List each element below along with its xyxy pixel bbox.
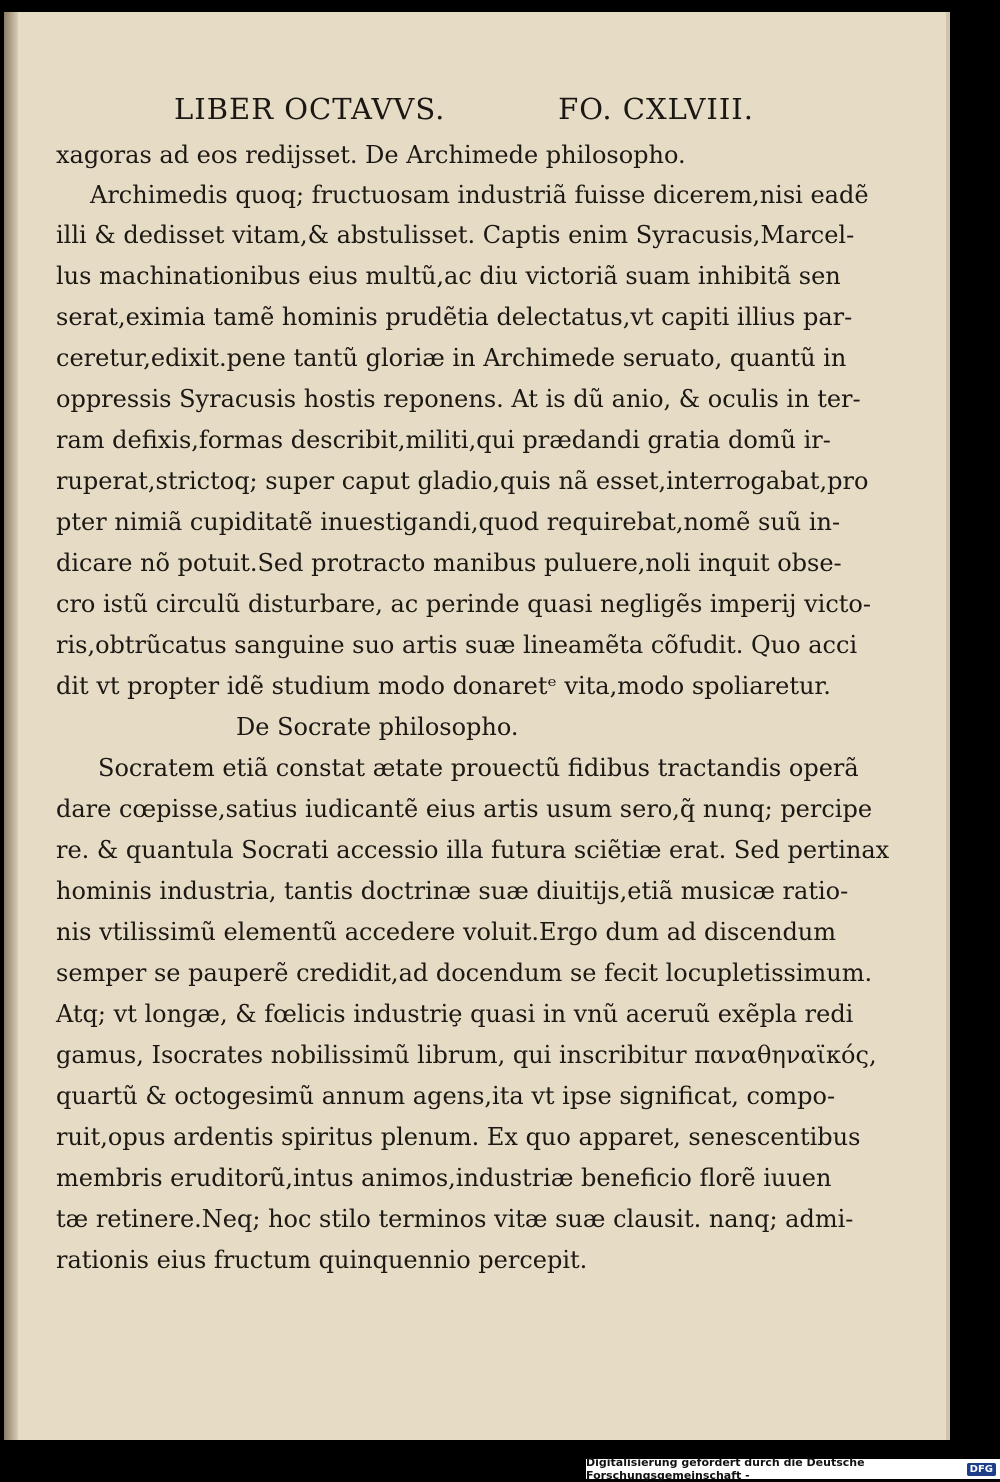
text-line: ram defixis,formas describit,militi,qui prædandi gratia domũ ir- xyxy=(56,426,831,454)
text-line: rationis eius fructum quinquennio percepit. xyxy=(56,1246,588,1274)
text-line: Archimedis quoq; fructuosam industriã fuisse dicerem,nisi eadẽ xyxy=(90,181,869,209)
text-line: re. & quantula Socrati accessio illa futura sciẽtiæ erat. Sed pertinax xyxy=(56,836,890,864)
text-line: ruperat,strictoq; super caput gladio,quis nã esset,interrogabat,pro xyxy=(56,467,869,495)
text-line: Socratem etiã constat ætate prouectũ fidibus tractandis operã xyxy=(98,754,859,782)
book-page xyxy=(4,12,950,1440)
digitization-footer xyxy=(586,1456,1000,1482)
folio-number: FO. CXLVIII. xyxy=(558,92,754,126)
text-line: ruit,opus ardentis spiritus plenum. Ex quo apparet, senescentibus xyxy=(56,1123,861,1151)
text-line: ris,obtrũcatus sanguine suo artis suæ lineamẽta cõfudit. Quo acci xyxy=(56,631,858,659)
text-line: Atq; vt longæ, & fœlicis industriȩ quasi in vnũ aceruũ exẽpla redi xyxy=(56,1000,854,1028)
text-line: gamus, Isocrates nobilissimũ librum, qui inscribitur παναθηναϊκός, xyxy=(56,1041,877,1069)
text-line: dit vt propter idẽ studium modo donaretᵉ vita,modo spoliaretur. xyxy=(56,672,831,700)
text-line: quartũ & octogesimũ annum agens,ita vt ipse significat, compo- xyxy=(56,1082,836,1110)
text-line: xagoras ad eos redijsset. De Archimede philosopho. xyxy=(56,141,686,169)
text-line: illi & dedisset vitam,& abstulisset. Captis enim Syracusis,Marcel- xyxy=(56,221,855,249)
text-line: pter nimiã cupiditatẽ inuestigandi,quod requirebat,nomẽ suũ in- xyxy=(56,508,841,536)
text-line: lus machinationibus eius multũ,ac diu victoriã suam inhibitã sen xyxy=(56,262,841,290)
page-gutter xyxy=(4,12,18,1440)
text-line: cro istũ circulũ disturbare, ac perinde quasi negligẽs imperij victo- xyxy=(56,590,871,618)
text-line: tæ retinere.Neq; hoc stilo terminos vitæ suæ clausit. nanq; admi- xyxy=(56,1205,854,1233)
text-line: semper se pauperẽ credidit,ad docendum se fecit locupletissimum. xyxy=(56,959,873,987)
text-line: dicare nõ potuit.Sed protracto manibus puluere,noli inquit obse- xyxy=(56,549,842,577)
text-line: oppressis Syracusis hostis reponens. At is dũ anio, & oculis in ter- xyxy=(56,385,861,413)
section-heading: De Socrate philosopho. xyxy=(236,713,519,741)
dfg-logo: DFG xyxy=(967,1463,996,1476)
text-line: nis vtilissimũ elementũ accedere voluit.Ergo dum ad discendum xyxy=(56,918,837,946)
text-line: ceretur,edixit.pene tantũ gloriæ in Archimede seruato, quantũ in xyxy=(56,344,847,372)
text-line: hominis industria, tantis doctrinæ suæ diuitijs,etiã musicæ ratio- xyxy=(56,877,849,905)
running-header xyxy=(174,92,754,136)
funding-note: Digitalisierung gefördert durch die Deutsche Forschungsgemeinschaft - xyxy=(586,1456,865,1482)
text-line: membris eruditorũ,intus animos,industriæ beneficio florẽ iuuen xyxy=(56,1164,832,1192)
text-line: serat,eximia tamẽ hominis prudẽtia delectatus,vt capiti illius par- xyxy=(56,303,853,331)
text-line: dare cœpisse,satius iudicantẽ eius artis usum sero,q̃ nunq; percipe xyxy=(56,795,873,823)
header-title: LIBER OCTAVVS. xyxy=(174,92,446,126)
